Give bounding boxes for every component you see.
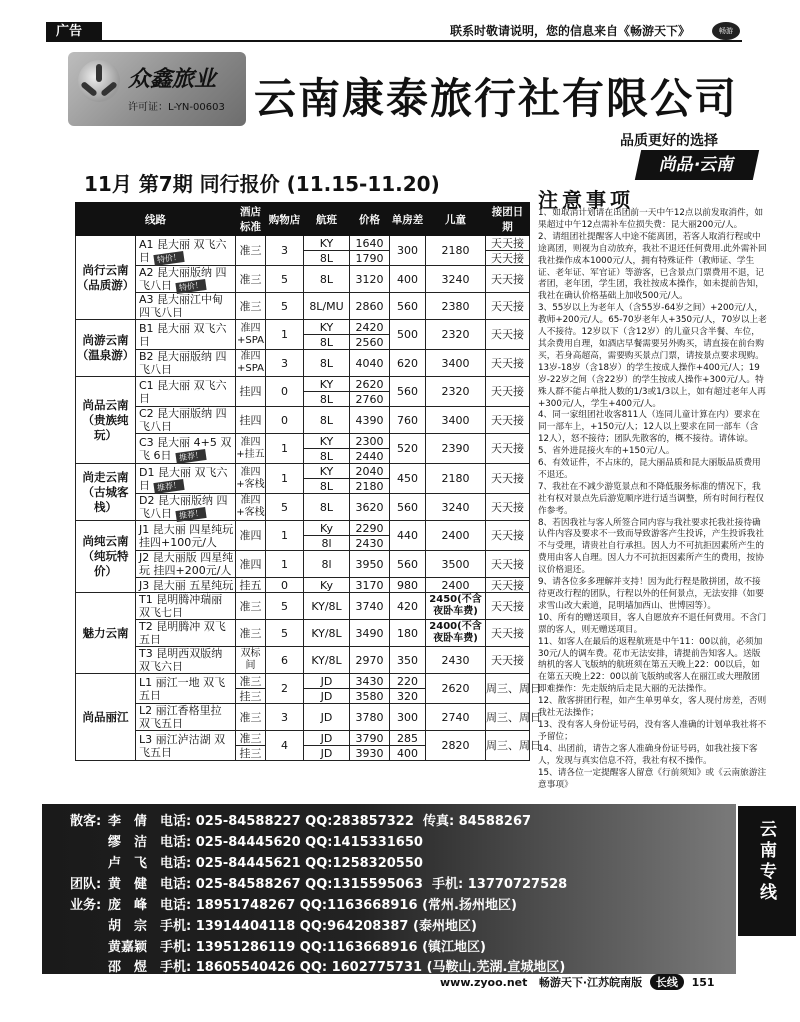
price-cell: 2300 bbox=[350, 434, 390, 449]
date-cell: 周三、周日 bbox=[486, 674, 530, 704]
top-info-text: 联系时敬请说明，您的信息来自《畅游天下》 bbox=[450, 24, 691, 38]
hotel-cell: 挂五 bbox=[236, 578, 266, 593]
hotel-cell: 挂三 bbox=[236, 746, 266, 761]
child-cell: 2620 bbox=[426, 674, 486, 704]
single-cell: 420 bbox=[390, 593, 426, 620]
shops-cell: 0 bbox=[266, 407, 304, 434]
shops-cell: 3 bbox=[266, 704, 304, 731]
single-cell: 350 bbox=[390, 647, 426, 674]
recommend-tag: 推荐！ bbox=[153, 478, 184, 493]
price-cell: 2180 bbox=[350, 479, 390, 494]
price-cell: 1790 bbox=[350, 251, 390, 266]
price-cell: 3930 bbox=[350, 746, 390, 761]
header-route: 线路 bbox=[76, 203, 236, 236]
child-cell: 2430 bbox=[426, 647, 486, 674]
special-offer-tag: 特价！ bbox=[175, 279, 206, 294]
route-cell: J1 昆大丽 四星纯玩 挂四+100元/人 bbox=[136, 521, 236, 551]
hotel-cell: 准三 bbox=[236, 731, 266, 746]
contact-line: 缪 洁 电话: 025-84445620 QQ:1415331650 bbox=[108, 835, 423, 850]
notice-item: 2、请组团社提醒客人中途不能离团，若客人取消行程或中途离团，则视为自动放弃，我社不退还任何费用.此外需补回我社操作成本1000元/人，拥有特殊证件（教师证、学生证、老年证、军官证）等游客，已含景点门票费用不退，记者团，老年团，学生团，我社按成本操作，如未提前告知，我社在确认价格基础上加收500元/人。 bbox=[538, 231, 767, 302]
route-cell: T3 昆明西双版纳 双飞六日 bbox=[136, 647, 236, 674]
notice-item: 9、请各位多多理解并支持！因为此行程是散拼团，故不接待更改行程的团队，行程以外的任何景点，无法安排（如要求雪山改大索道，昆明墙加西山、世博园等）。 bbox=[538, 577, 764, 611]
hotel-cell: 准四+SPA bbox=[236, 350, 266, 377]
flight-cell: 8L bbox=[304, 407, 350, 434]
single-cell: 300 bbox=[390, 704, 426, 731]
date-cell: 天天接 bbox=[486, 647, 530, 674]
single-cell: 980 bbox=[390, 578, 426, 593]
shops-cell: 1 bbox=[266, 434, 304, 464]
group-label: 尚行云南（品质游） bbox=[76, 236, 136, 320]
flight-cell: KY/8L bbox=[304, 620, 350, 647]
single-cell: 440 bbox=[390, 521, 426, 551]
shops-cell: 5 bbox=[266, 620, 304, 647]
ad-label: 广告 bbox=[46, 22, 102, 42]
top-rule bbox=[102, 40, 742, 42]
hotel-cell: 挂三 bbox=[236, 689, 266, 704]
child-cell: 2320 bbox=[426, 320, 486, 350]
single-cell: 560 bbox=[390, 551, 426, 578]
slogan-badge: 尚品·云南 bbox=[635, 150, 759, 180]
table-row bbox=[76, 674, 530, 689]
child-cell: 2450(不含夜卧车费) bbox=[426, 593, 486, 620]
group-label: 尚走云南（古城客栈） bbox=[76, 464, 136, 521]
group-label: 魅力云南 bbox=[76, 593, 136, 674]
shops-cell: 5 bbox=[266, 293, 304, 320]
price-cell: 3740 bbox=[350, 593, 390, 620]
flight-cell: JD bbox=[304, 731, 350, 746]
single-cell: 500 bbox=[390, 320, 426, 350]
price-cell: 3950 bbox=[350, 551, 390, 578]
logo-name: 众鑫旅业 bbox=[128, 66, 217, 92]
contact-panel bbox=[42, 804, 736, 974]
single-cell: 400 bbox=[390, 746, 426, 761]
flight-cell: KY bbox=[304, 236, 350, 251]
group-label: 尚品云南（贵族纯玩） bbox=[76, 377, 136, 464]
hotel-cell: 双标间 bbox=[236, 647, 266, 674]
single-cell: 560 bbox=[390, 494, 426, 521]
side-section-label bbox=[738, 806, 796, 936]
notice-item: 5、省外进昆接火车的+150元/人。 bbox=[538, 446, 675, 457]
flight-cell: 8L bbox=[304, 335, 350, 350]
flight-cell: KY bbox=[304, 464, 350, 479]
shops-cell: 6 bbox=[266, 647, 304, 674]
shops-cell: 1 bbox=[266, 464, 304, 494]
notice-item: 13、没有客人身份证号码，没有客人准确的计划单我社将不予留位； bbox=[538, 719, 767, 742]
shops-cell: 1 bbox=[266, 320, 304, 350]
flight-cell: KY bbox=[304, 434, 350, 449]
flight-cell: Ky bbox=[304, 521, 350, 536]
recommend-tag: 推荐！ bbox=[175, 507, 206, 522]
flight-cell: 8L bbox=[304, 251, 350, 266]
page-footer bbox=[440, 974, 715, 990]
hotel-cell: 准四 bbox=[236, 551, 266, 578]
table-row bbox=[76, 434, 530, 449]
footer-section: 长线 bbox=[650, 974, 684, 990]
route-cell: A1 昆大丽 双飞六日 特价！ bbox=[136, 236, 236, 266]
date-cell: 天天接 bbox=[486, 266, 530, 293]
price-cell: 3490 bbox=[350, 620, 390, 647]
flight-cell: 8L bbox=[304, 479, 350, 494]
flight-cell: Ky bbox=[304, 578, 350, 593]
price-cell: 1640 bbox=[350, 236, 390, 251]
child-cell: 2400 bbox=[426, 521, 486, 551]
hotel-cell: 准三 bbox=[236, 674, 266, 689]
single-cell: 520 bbox=[390, 434, 426, 464]
single-cell: 180 bbox=[390, 620, 426, 647]
child-cell: 3500 bbox=[426, 551, 486, 578]
child-cell: 2390 bbox=[426, 434, 486, 464]
notice-item: 8、若因我社与客人所签合同内容与我社要求托我社接待确认件内容及要求不一致而导致游客产生投诉，产生投诉我社不与受理，请贵社自行承担。因人力不可抗拒因素所产生的费用由客人自理。因人力不可抗拒因素所产生的费用，按协议价格退还。 bbox=[538, 517, 764, 576]
header-child: 儿童 bbox=[426, 203, 486, 236]
single-cell: 450 bbox=[390, 464, 426, 494]
contact-line: 胡 宗 手机: 13914404118 QQ:964208387 (泰州地区) bbox=[108, 919, 477, 934]
flight-cell: KY/8L bbox=[304, 593, 350, 620]
date-cell: 天天接 bbox=[486, 407, 530, 434]
hotel-cell: 准四+挂五 bbox=[236, 434, 266, 464]
notice-item: 12、散客拼团行程，如产生单男单女，客人现付房差，否则我社无法操作； bbox=[538, 696, 767, 719]
page-number: 151 bbox=[691, 976, 715, 989]
group-label: 尚游云南（温泉游） bbox=[76, 320, 136, 377]
notice-item: 14、出团前，请告之客人准确身份证号码，如我社接下客人，发现与真实信息不符，我社有权不操作。 bbox=[538, 743, 758, 766]
flight-cell: KY/8L bbox=[304, 647, 350, 674]
flight-cell: 8L/MU bbox=[304, 293, 350, 320]
price-cell: 2290 bbox=[350, 521, 390, 536]
price-cell: 3580 bbox=[350, 689, 390, 704]
route-cell: T1 昆明腾冲瑞丽 双飞七日 bbox=[136, 593, 236, 620]
shops-cell: 4 bbox=[266, 731, 304, 761]
contact-line: 散客: 李 倩 电话: 025-84588227 QQ:283857322 传真: 84588267 bbox=[70, 814, 532, 829]
route-cell: C1 昆大丽 双飞六日 bbox=[136, 377, 236, 407]
flight-cell: JD bbox=[304, 674, 350, 689]
route-cell: D1 昆大丽 双飞六日 推荐！ bbox=[136, 464, 236, 494]
date-cell: 天天接 bbox=[486, 494, 530, 521]
company-name: 云南康泰旅行社有限公司 bbox=[254, 74, 739, 123]
child-cell: 2180 bbox=[426, 236, 486, 266]
flight-cell: JD bbox=[304, 689, 350, 704]
table-row bbox=[76, 320, 530, 335]
shops-cell: 0 bbox=[266, 578, 304, 593]
date-cell: 天天接 bbox=[486, 620, 530, 647]
route-cell: A3 昆大丽江中甸 四飞八日 bbox=[136, 293, 236, 320]
notice-item: 6、有效证件，不占床的，昆大丽品质和昆大丽版品质费用不退还。 bbox=[538, 458, 761, 480]
price-cell: 2430 bbox=[350, 536, 390, 551]
child-cell: 2740 bbox=[426, 704, 486, 731]
child-cell: 2400(不含夜卧车费) bbox=[426, 620, 486, 647]
license-number: 许可证：L-YN-00603 bbox=[128, 102, 225, 113]
price-cell: 3780 bbox=[350, 704, 390, 731]
flight-cell: KY bbox=[304, 320, 350, 335]
company-logo bbox=[68, 52, 246, 126]
flight-cell: 8L bbox=[304, 494, 350, 521]
shops-cell: 5 bbox=[266, 266, 304, 293]
date-cell: 天天接 bbox=[486, 551, 530, 578]
date-cell: 天天接 bbox=[486, 464, 530, 494]
hotel-cell: 准四+客栈 bbox=[236, 464, 266, 494]
single-cell: 285 bbox=[390, 731, 426, 746]
contact-line: 卢 飞 电话: 025-84445621 QQ:1258320550 bbox=[108, 856, 423, 871]
price-cell: 2420 bbox=[350, 320, 390, 335]
notice-list bbox=[538, 208, 768, 791]
shops-cell: 2 bbox=[266, 674, 304, 704]
shops-cell: 1 bbox=[266, 521, 304, 551]
flight-cell: 8L bbox=[304, 350, 350, 377]
date-cell: 天天接 bbox=[486, 251, 530, 266]
route-cell: C3 昆大丽 4+5 双飞 6日 推荐！ bbox=[136, 434, 236, 464]
route-cell: J2 昆大丽版 四星纯玩 挂四+200元/人 bbox=[136, 551, 236, 578]
notice-title: 注意事项 bbox=[538, 188, 634, 212]
price-cell: 2860 bbox=[350, 293, 390, 320]
table-row bbox=[76, 236, 530, 251]
side-label-text: 云南专线 bbox=[756, 820, 776, 904]
flight-cell: 8L bbox=[304, 449, 350, 464]
date-cell: 天天接 bbox=[486, 236, 530, 251]
logo-emblem-icon bbox=[78, 60, 120, 102]
hotel-cell: 准三 bbox=[236, 704, 266, 731]
price-cell: 3620 bbox=[350, 494, 390, 521]
flight-cell: 8L bbox=[304, 392, 350, 407]
shops-cell: 5 bbox=[266, 494, 304, 521]
flight-cell: JD bbox=[304, 704, 350, 731]
table-row bbox=[76, 377, 530, 392]
single-cell: 220 bbox=[390, 674, 426, 689]
route-cell: L2 丽江香格里拉 双飞五日 bbox=[136, 704, 236, 731]
flight-cell: JD bbox=[304, 746, 350, 761]
header-single: 单房差 bbox=[390, 203, 426, 236]
notice-item: 15、请各位一定提醒客人留意《行前须知》或《云南旅游注意事项》 bbox=[538, 767, 767, 790]
hotel-cell: 准三 bbox=[236, 593, 266, 620]
hotel-cell: 准三 bbox=[236, 293, 266, 320]
price-cell: 3790 bbox=[350, 731, 390, 746]
price-cell: 4390 bbox=[350, 407, 390, 434]
header-hotel: 酒店标准 bbox=[236, 203, 266, 236]
contact-line: 黄嘉颖 手机: 13951286119 QQ:1163668916 (镇江地区) bbox=[108, 940, 486, 955]
footer-publication: 畅游天下·江苏皖南版 bbox=[538, 976, 643, 989]
hotel-cell: 准三 bbox=[236, 620, 266, 647]
route-cell: D2 昆大丽版纳 四飞八日 推荐！ bbox=[136, 494, 236, 521]
price-cell: 2440 bbox=[350, 449, 390, 464]
notice-item: 11、如客人在最后的返程航班是中午11：00以前，必须加30元/人的调车费。花市无法安排，请提前告知客人。送版纳机的客人飞版纳的航班须在第五天晚上22：00以后，如在第五天晚上22：00以前飞版纳或客人在丽江或大理散团即难操作：先走版纳后走昆大丽的无法操作。 bbox=[538, 636, 763, 695]
period-title: 11月 第7期 同行报价 (11.15-11.20) bbox=[84, 172, 440, 196]
date-cell: 天天接 bbox=[486, 578, 530, 593]
single-cell: 560 bbox=[390, 377, 426, 407]
slogan: 品质更好的选择 bbox=[620, 133, 718, 149]
date-cell: 天天接 bbox=[486, 293, 530, 320]
single-cell: 620 bbox=[390, 350, 426, 377]
child-cell: 2400 bbox=[426, 578, 486, 593]
single-cell: 400 bbox=[390, 266, 426, 293]
publication-mini-logo: 畅游 bbox=[712, 22, 740, 40]
hotel-cell: 挂四 bbox=[236, 407, 266, 434]
child-cell: 3240 bbox=[426, 494, 486, 521]
flight-cell: 8L bbox=[304, 266, 350, 293]
price-cell: 2560 bbox=[350, 335, 390, 350]
header-date: 接团日期 bbox=[486, 203, 530, 236]
contact-line: 团队: 黄 健 电话: 025-84588267 QQ:1315595063 手机: 13770727528 bbox=[70, 877, 568, 892]
price-cell: 3170 bbox=[350, 578, 390, 593]
contact-line: 业务: 庞 峰 电话: 18951748267 QQ:1163668916 (常州.扬州地区) bbox=[70, 898, 517, 913]
table-row bbox=[76, 731, 530, 746]
date-cell: 天天接 bbox=[486, 521, 530, 551]
recommend-tag: 推荐！ bbox=[175, 448, 206, 463]
child-cell: 2380 bbox=[426, 293, 486, 320]
shops-cell: 5 bbox=[266, 593, 304, 620]
child-cell: 2320 bbox=[426, 377, 486, 407]
header-price: 价格 bbox=[350, 203, 390, 236]
notice-item: 4、同一家组团社收客811人（连同儿童计算在内）要求在同一部车上，+150元/人；12人以上要求在同一部车（含12人），怒不接待；团队先散客的，概不接待。请体谅。 bbox=[538, 410, 760, 445]
flight-cell: KY bbox=[304, 377, 350, 392]
child-cell: 3400 bbox=[426, 350, 486, 377]
table-row bbox=[76, 578, 530, 593]
shops-cell: 1 bbox=[266, 551, 304, 578]
hotel-cell: 准三 bbox=[236, 236, 266, 266]
route-cell: J3 昆大丽 五星纯玩 bbox=[136, 578, 236, 593]
single-cell: 300 bbox=[390, 236, 426, 266]
price-cell: 3120 bbox=[350, 266, 390, 293]
table-row bbox=[76, 464, 530, 479]
route-cell: C2 昆大丽版纳 四飞八日 bbox=[136, 407, 236, 434]
top-bar bbox=[0, 0, 800, 44]
special-offer-tag: 特价！ bbox=[153, 250, 184, 265]
date-cell: 天天接 bbox=[486, 434, 530, 464]
table-row bbox=[76, 521, 530, 536]
footer-website: www.zyoo.net bbox=[440, 976, 528, 989]
group-label: 尚品丽江 bbox=[76, 674, 136, 761]
hotel-cell: 准四+客栈 bbox=[236, 494, 266, 521]
route-cell: L1 丽江一地 双飞五日 bbox=[136, 674, 236, 704]
date-cell: 天天接 bbox=[486, 593, 530, 620]
notice-item: 1、如取消计划请在出团前一天中午12点以前发取消件，如果超过中午12点需补车位损失费：昆大丽200元/人。 bbox=[538, 208, 764, 230]
date-cell: 周三、周日 bbox=[486, 731, 530, 761]
price-cell: 2970 bbox=[350, 647, 390, 674]
hotel-cell: 准四 bbox=[236, 521, 266, 551]
hotel-cell: 准三 bbox=[236, 266, 266, 293]
price-cell: 2760 bbox=[350, 392, 390, 407]
notice-item: 10、所有的赠送项目，客人自愿放弃不退任何费用。不含门票的客人，则无赠送项目。 bbox=[538, 612, 767, 635]
route-cell: B1 昆大丽 双飞六日 bbox=[136, 320, 236, 350]
child-cell: 3400 bbox=[426, 407, 486, 434]
date-cell: 天天接 bbox=[486, 377, 530, 407]
contact-line: 邵 煜 手机: 18605540426 QQ: 1602775731 (马鞍山.芜湖.宣城地区) bbox=[108, 960, 566, 975]
shops-cell: 3 bbox=[266, 236, 304, 266]
notice-item: 3、55岁以上为老年人（含55岁-64岁之间）+200元/人，教师+200元/人。65-70岁老年人+350元/人，70岁以上老人不接待。12岁以下（含12岁）的儿童只含半餐、车位，其余费用自理，如酒店早餐需要另外购买，请直接在前台购买，若身高超高，需要购买景点门票，请按景点要求现购。13岁-18岁（含18岁）的学生按成人操作+400元/人；19岁-22岁之间（含22岁）的学生按成人操作+300元/人。特殊人群不能占单批人数的1/3或1/3以上，如有超过老年人再+300元/人，学生+400元/人。 bbox=[538, 303, 767, 409]
date-cell: 天天接 bbox=[486, 350, 530, 377]
table-header-row bbox=[76, 203, 530, 236]
price-cell: 3430 bbox=[350, 674, 390, 689]
price-cell: 2040 bbox=[350, 464, 390, 479]
child-cell: 2820 bbox=[426, 731, 486, 761]
child-cell: 3240 bbox=[426, 266, 486, 293]
notice-item: 7、我社在不减少游览景点和不降低服务标准的情况下，我社有权对景点先后游览顺序进行适当调整，所有时间行程仅作参考。 bbox=[538, 481, 764, 516]
price-cell: 4040 bbox=[350, 350, 390, 377]
child-cell: 2180 bbox=[426, 464, 486, 494]
single-cell: 320 bbox=[390, 689, 426, 704]
hotel-cell: 准四+SPA bbox=[236, 320, 266, 350]
single-cell: 560 bbox=[390, 293, 426, 320]
shops-cell: 0 bbox=[266, 377, 304, 407]
date-cell: 天天接 bbox=[486, 320, 530, 350]
price-table bbox=[75, 202, 541, 761]
route-cell: A2 昆大丽版纳 四飞八日 特价！ bbox=[136, 266, 236, 293]
group-label: 尚纯云南（纯玩特价） bbox=[76, 521, 136, 593]
hotel-cell: 挂四 bbox=[236, 377, 266, 407]
route-cell: B2 昆大丽版纳 四飞八日 bbox=[136, 350, 236, 377]
price-cell: 2620 bbox=[350, 377, 390, 392]
single-cell: 760 bbox=[390, 407, 426, 434]
shops-cell: 3 bbox=[266, 350, 304, 377]
route-cell: T2 昆明腾冲 双飞五日 bbox=[136, 620, 236, 647]
flight-cell: 8l bbox=[304, 551, 350, 578]
header-shops: 购物店 bbox=[266, 203, 304, 236]
header-flight: 航班 bbox=[304, 203, 350, 236]
flight-cell: 8l bbox=[304, 536, 350, 551]
date-cell: 周三、周日 bbox=[486, 704, 530, 731]
route-cell: L3 丽江泸沽湖 双飞五日 bbox=[136, 731, 236, 761]
